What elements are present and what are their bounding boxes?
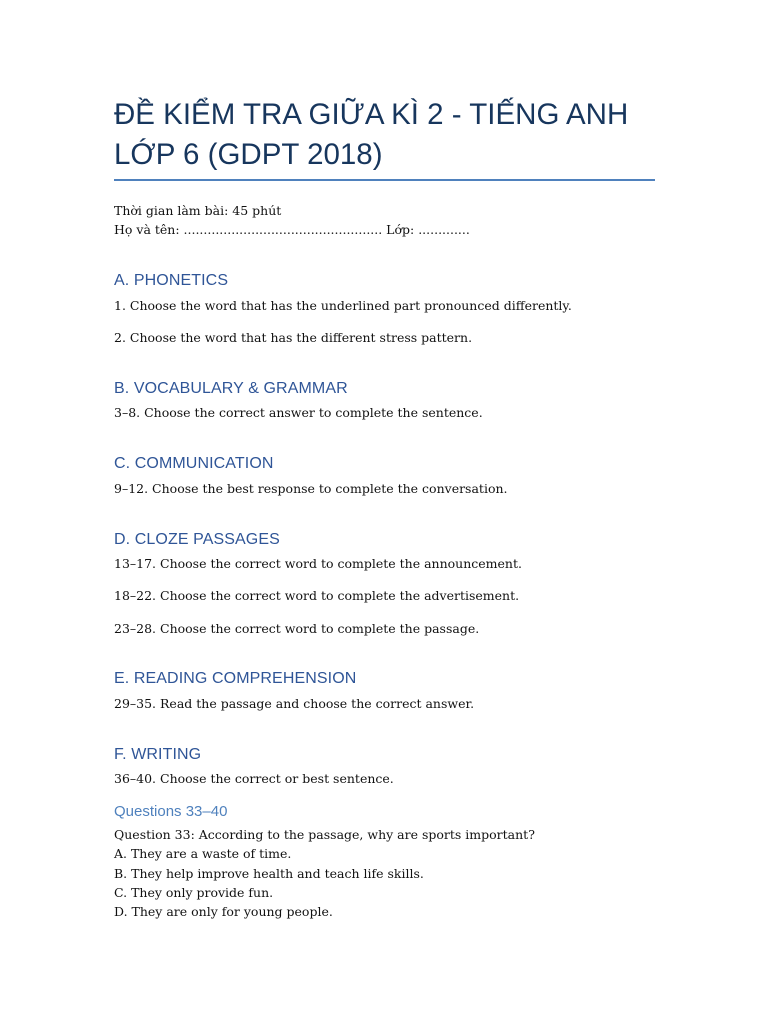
section-item: 36–40. Choose the correct or best sentence. [114,771,394,786]
section-item: 3–8. Choose the correct answer to complete the sentence. [114,405,483,420]
title-underline [114,179,655,181]
section-item: 9–12. Choose the best response to complete the conversation. [114,481,508,496]
section-item: 18–22. Choose the correct word to complete the advertisement. [114,588,520,603]
answer-option-c: C. They only provide fun. [114,884,274,900]
section-item: 1. Choose the word that has the underlined part pronounced differently. [114,298,572,313]
section-heading-cloze-passages: D. CLOZE PASSAGES [114,531,280,548]
section-item: 29–35. Read the passage and choose the correct answer. [114,696,475,711]
document-title [114,95,674,175]
section-heading-writing: F. WRITING [114,746,202,763]
section-heading-reading-comprehension: E. READING COMPREHENSION [114,670,357,687]
name-class-line: Họ và tên: .................................................. Lớp: ............. [114,222,470,237]
section-item: 23–28. Choose the correct word to complete the passage. [114,621,480,636]
section-heading-vocabulary-grammar: B. VOCABULARY & GRAMMAR [114,380,348,397]
answer-option-a: A. They are a waste of time. [114,846,292,862]
question-stem: Question 33: According to the passage, why are sports important? [114,827,535,842]
answer-option-d: D. They are only for young people. [114,904,333,920]
time-allowed: Thời gian làm bài: 45 phút [114,203,282,218]
question-33 [114,825,535,921]
exam-meta [114,201,470,239]
questions-subheading: Questions 33–40 [114,803,228,820]
section-item: 13–17. Choose the correct word to complete the announcement. [114,556,522,571]
section-item: 2. Choose the word that has the different stress pattern. [114,330,473,345]
title-line-2: LỚP 6 (GDPT 2018) [114,138,383,171]
title-line-1: ĐỀ KIỂM TRA GIỮA KÌ 2 - TIẾNG ANH [114,98,629,131]
section-heading-communication: C. COMMUNICATION [114,455,274,472]
answer-option-b: B. They help improve health and teach life skills. [114,865,424,881]
section-heading-phonetics: A. PHONETICS [114,272,229,289]
